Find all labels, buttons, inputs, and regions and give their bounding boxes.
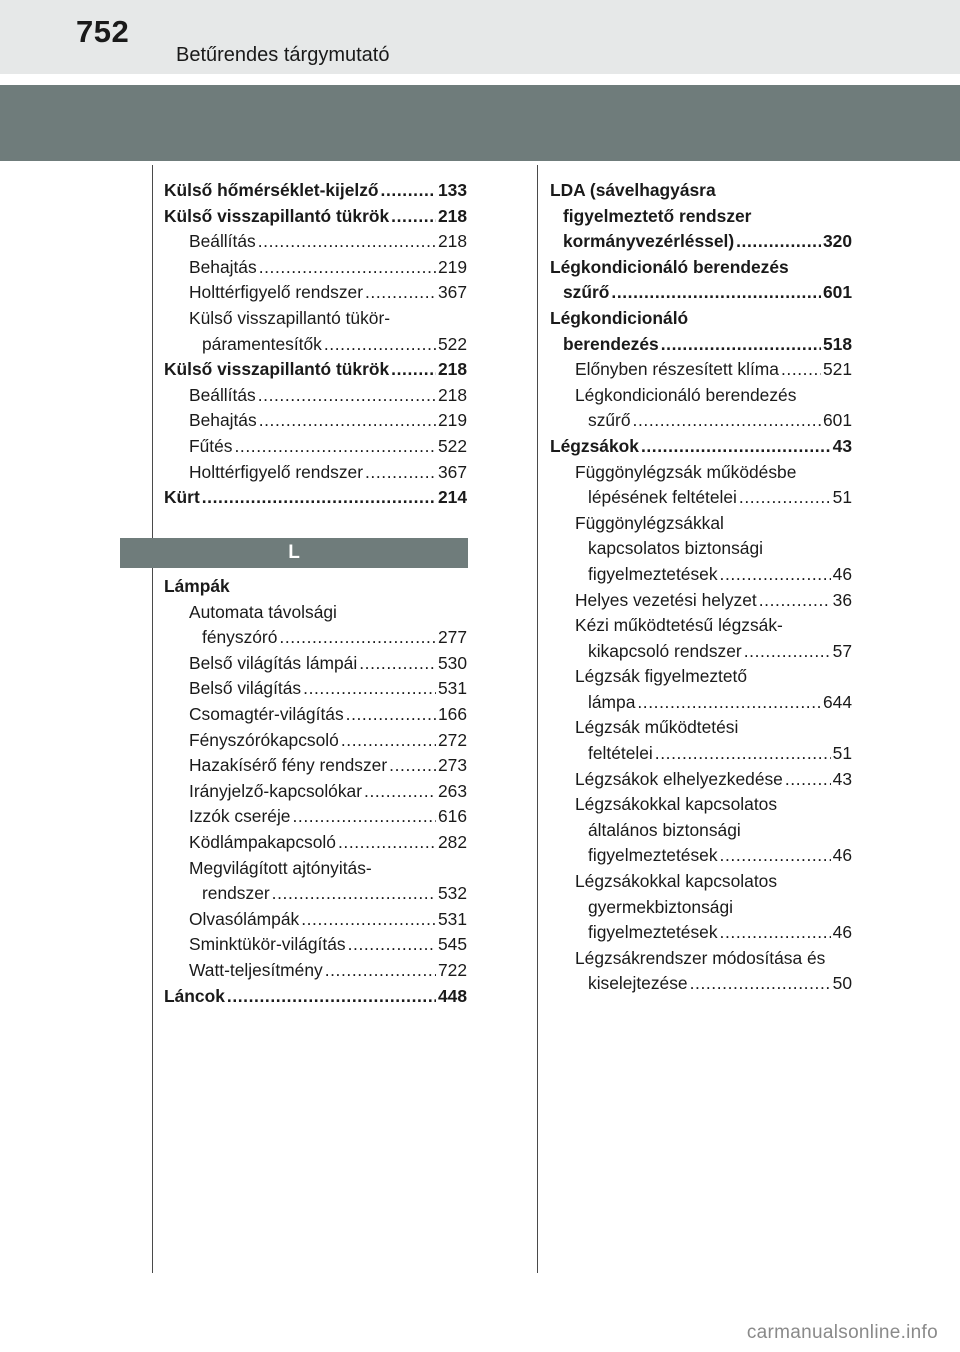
index-entry	[550, 715, 852, 741]
index-entry	[550, 460, 852, 486]
index-entry-text: berendezés	[563, 333, 659, 354]
index-entry-text: Légzsákokkal kapcsolatos	[575, 794, 778, 815]
dot-leader	[720, 920, 831, 946]
dot-leader	[720, 562, 831, 588]
index-entry-text: kikapcsoló rendszer	[588, 640, 742, 661]
index-entry-page: 277	[437, 627, 467, 648]
index-entry	[550, 741, 852, 767]
index-entry	[164, 485, 467, 511]
index-entry	[164, 702, 467, 728]
dot-leader	[235, 434, 436, 460]
dot-leader	[720, 843, 831, 869]
index-entry-text: Behajtás	[189, 256, 257, 277]
index-entry-text: Külső visszapillantó tükrök	[164, 359, 390, 380]
index-entry-page: 601	[822, 410, 852, 431]
dot-leader	[744, 639, 831, 665]
dot-leader	[272, 881, 436, 907]
dot-leader	[303, 676, 436, 702]
index-entry	[550, 357, 852, 383]
index-entry-page: 166	[437, 703, 467, 724]
dot-leader	[611, 280, 821, 306]
index-entry-text: figyelmeztető rendszer	[563, 205, 752, 226]
index-entry-text: Holttérfigyelő rendszer	[189, 282, 363, 303]
index-entry	[550, 562, 852, 588]
index-entry-page: 219	[437, 256, 467, 277]
index-entry	[164, 958, 467, 984]
index-entry	[550, 818, 852, 844]
index-entry-text: Izzók cseréje	[189, 806, 291, 827]
index-entry-text: fényszóró	[202, 627, 278, 648]
index-entry-page: 722	[437, 959, 467, 980]
index-entry-text: Belső világítás lámpái	[189, 652, 358, 673]
index-entry-text: Helyes vezetési helyzet	[575, 589, 757, 610]
dot-leader	[324, 332, 436, 358]
header-banner	[0, 85, 960, 161]
index-entry	[550, 664, 852, 690]
index-entry	[550, 255, 852, 281]
index-entry	[164, 804, 467, 830]
index-entry-page: 46	[832, 845, 852, 866]
index-entry-text: Külső visszapillantó tükör-	[189, 307, 391, 328]
index-entry	[164, 229, 467, 255]
index-entry	[550, 383, 852, 409]
index-entry-text: Légzsákokkal kapcsolatos	[575, 871, 778, 892]
index-entry-page: 530	[437, 652, 467, 673]
index-entry-page: 448	[437, 985, 467, 1006]
index-entry	[164, 332, 467, 358]
index-entry-page: 273	[437, 755, 467, 776]
index-entry	[164, 255, 467, 281]
index-entry	[550, 843, 852, 869]
index-column-right	[550, 178, 852, 997]
index-entry	[550, 485, 852, 511]
index-entry-text: Ködlámpakapcsoló	[189, 831, 336, 852]
index-entry-text: Külső visszapillantó tükrök	[164, 205, 390, 226]
index-entry-text: Irányjelző-kapcsolókar	[189, 780, 363, 801]
index-entry-page: 218	[437, 359, 467, 380]
index-entry	[164, 779, 467, 805]
header-bar	[0, 0, 960, 74]
index-entry	[550, 536, 852, 562]
index-entry-page: 36	[832, 589, 852, 610]
index-column-left-top	[164, 178, 467, 511]
index-entry	[164, 830, 467, 856]
index-entry-text: Kürt	[164, 487, 200, 508]
index-entry-text: Csomagtér-világítás	[189, 703, 344, 724]
dot-leader	[364, 779, 436, 805]
index-entry-page: 51	[832, 487, 852, 508]
index-entry-text: Automata távolsági	[189, 601, 337, 622]
index-entry-page: 320	[822, 231, 852, 252]
index-entry	[550, 408, 852, 434]
index-entry	[550, 511, 852, 537]
index-entry-text: figyelmeztetések	[588, 922, 718, 943]
index-entry-page: 282	[437, 831, 467, 852]
dot-leader	[259, 408, 436, 434]
index-entry-page: 218	[437, 384, 467, 405]
index-entry	[164, 574, 467, 600]
index-entry-text: feltételei	[588, 743, 653, 764]
dot-leader	[258, 229, 436, 255]
index-entry	[164, 178, 467, 204]
index-entry	[550, 895, 852, 921]
index-entry-text: Sminktükör-világítás	[189, 934, 346, 955]
dot-leader	[292, 804, 436, 830]
index-entry	[164, 280, 467, 306]
index-entry-text: Belső világítás	[189, 678, 302, 699]
index-entry	[164, 408, 467, 434]
dot-leader	[341, 728, 436, 754]
dot-leader	[348, 932, 436, 958]
index-entry-text: szűrő	[563, 282, 610, 303]
index-entry-page: 46	[832, 563, 852, 584]
index-entry	[164, 434, 467, 460]
index-entry	[550, 639, 852, 665]
section-letter-bar: L	[120, 538, 468, 568]
index-entry-text: lépésének feltételei	[588, 487, 737, 508]
index-entry	[550, 280, 852, 306]
index-entry-text: általános biztonsági	[588, 819, 741, 840]
dot-leader	[389, 753, 436, 779]
dot-leader	[365, 460, 436, 486]
index-entry-text: Olvasólámpák	[189, 908, 300, 929]
dot-leader	[202, 485, 436, 511]
index-entry-page: 263	[437, 780, 467, 801]
index-entry	[550, 971, 852, 997]
index-entry	[550, 306, 852, 332]
index-entry-text: Beállítás	[189, 384, 256, 405]
index-entry-text: Megvilágított ajtónyitás-	[189, 857, 372, 878]
dot-leader	[259, 255, 436, 281]
index-entry-page: 518	[822, 333, 852, 354]
index-entry	[164, 383, 467, 409]
index-entry-text: Függönylégzsákkal	[575, 512, 724, 533]
index-entry	[550, 178, 852, 204]
index-entry-page: 50	[832, 973, 852, 994]
dot-leader	[227, 984, 436, 1010]
dot-leader	[661, 332, 821, 358]
index-entry-page: 521	[822, 359, 852, 380]
index-entry	[550, 767, 852, 793]
watermark[interactable]: carmanualsonline.info	[746, 1322, 938, 1343]
index-entry-text: Holttérfigyelő rendszer	[189, 461, 363, 482]
index-entry-text: Légkondicionáló	[550, 307, 689, 328]
index-entry-page: 522	[437, 333, 467, 354]
index-entry	[550, 792, 852, 818]
dot-leader	[365, 280, 436, 306]
index-entry-text: gyermekbiztonsági	[588, 896, 733, 917]
index-entry	[164, 856, 467, 882]
dot-leader	[359, 651, 436, 677]
index-entry	[550, 434, 852, 460]
index-entry-text: lámpa	[588, 691, 636, 712]
index-entry-text: Külső hőmérséklet-kijelző	[164, 180, 379, 200]
index-entry	[164, 460, 467, 486]
index-entry-page: 43	[832, 435, 852, 456]
index-entry-text: Láncok	[164, 985, 225, 1006]
index-entry-page: 133	[437, 180, 467, 200]
index-entry	[164, 907, 467, 933]
index-entry	[164, 728, 467, 754]
index-entry-text: Behajtás	[189, 410, 257, 431]
index-entry-page: 43	[832, 768, 852, 789]
dot-leader	[279, 625, 436, 651]
index-entry-text: Légzsákrendszer módosítása és	[575, 947, 826, 968]
index-entry-page: 367	[437, 282, 467, 303]
index-entry-page: 218	[437, 231, 467, 252]
index-entry-text: rendszer	[202, 883, 270, 904]
index-entry-page: 532	[437, 883, 467, 904]
index-entry-page: 51	[832, 743, 852, 764]
index-entry-page: 522	[437, 435, 467, 456]
dot-leader	[258, 383, 436, 409]
dot-leader	[391, 357, 436, 383]
index-entry-text: Légkondicionáló berendezés	[575, 384, 797, 405]
index-entry	[550, 332, 852, 358]
index-entry-text: Előnyben részesített klíma	[575, 359, 779, 380]
index-entry-text: Lámpák	[164, 576, 230, 596]
dot-leader	[641, 434, 831, 460]
index-entry	[164, 932, 467, 958]
index-entry-text: Kézi működtetésű légzsák-	[575, 615, 783, 636]
dot-leader	[338, 830, 436, 856]
index-entry	[550, 869, 852, 895]
index-entry-text: kormányvezérléssel)	[563, 231, 735, 252]
index-entry-text: Fényszórókapcsoló	[189, 729, 339, 750]
index-entry-page: 545	[437, 934, 467, 955]
dot-leader	[633, 408, 821, 434]
dot-leader	[736, 229, 821, 255]
index-entry-text: Watt-teljesítmény	[189, 959, 323, 980]
index-entry	[550, 588, 852, 614]
dot-leader	[655, 741, 831, 767]
index-entry-text: Légzsák működtetési	[575, 717, 739, 738]
index-entry-text: kapcsolatos biztonsági	[588, 538, 763, 559]
index-entry-text: Fűtés	[189, 435, 233, 456]
dot-leader	[346, 702, 436, 728]
index-entry-text: figyelmeztetések	[588, 563, 718, 584]
index-entry	[164, 306, 467, 332]
index-entry	[550, 613, 852, 639]
index-entry-text: Légkondicionáló berendezés	[550, 256, 789, 277]
dot-leader	[690, 971, 831, 997]
index-entry-text: Hazakísérő fény rendszer	[189, 755, 388, 776]
page-title: Betűrendes tárgymutató	[176, 44, 390, 66]
index-entry-text: szűrő	[588, 410, 631, 431]
index-entry-page: 531	[437, 908, 467, 929]
index-entry	[164, 625, 467, 651]
index-entry	[164, 651, 467, 677]
index-entry-text: Légzsákok	[550, 435, 639, 456]
index-entry-text: figyelmeztetések	[588, 845, 718, 866]
index-column-left-bottom	[164, 574, 467, 1009]
index-entry-page: 644	[822, 691, 852, 712]
index-entry-page: 219	[437, 410, 467, 431]
index-entry-text: páramentesítők	[202, 333, 322, 354]
dot-leader	[325, 958, 436, 984]
dot-leader	[781, 357, 821, 383]
index-entry	[550, 229, 852, 255]
index-entry	[164, 881, 467, 907]
index-entry-page: 218	[437, 205, 467, 226]
index-entry	[164, 676, 467, 702]
dot-leader	[381, 178, 436, 204]
index-entry-text: LDA (sávelhagyásra	[550, 180, 716, 200]
dot-leader	[637, 690, 821, 716]
dot-leader	[739, 485, 831, 511]
index-entry-page: 601	[822, 282, 852, 303]
index-entry-text: kiselejtezése	[588, 973, 688, 994]
dot-leader	[785, 767, 831, 793]
index-entry-text: Függönylégzsák működésbe	[575, 461, 797, 482]
index-entry-page: 214	[437, 487, 467, 508]
index-entry	[164, 984, 467, 1010]
page-number: 752	[76, 14, 130, 49]
column-divider-left	[152, 165, 153, 1273]
index-entry	[164, 753, 467, 779]
index-entry-page: 46	[832, 922, 852, 943]
index-entry	[550, 946, 852, 972]
index-entry-text: Légzsákok elhelyezkedése	[575, 768, 783, 789]
index-entry-text: Légzsák figyelmeztető	[575, 666, 748, 687]
index-entry-page: 531	[437, 678, 467, 699]
index-entry	[164, 600, 467, 626]
index-entry	[550, 690, 852, 716]
column-divider-middle	[537, 165, 538, 1273]
index-entry	[550, 920, 852, 946]
index-entry-page: 367	[437, 461, 467, 482]
dot-leader	[759, 588, 831, 614]
index-entry-page: 57	[832, 640, 852, 661]
index-entry	[164, 357, 467, 383]
index-entry-text: Beállítás	[189, 231, 256, 252]
dot-leader	[391, 204, 436, 230]
index-entry-page: 272	[437, 729, 467, 750]
index-entry-page: 616	[437, 806, 467, 827]
index-entry	[164, 204, 467, 230]
index-entry	[550, 204, 852, 230]
dot-leader	[301, 907, 436, 933]
